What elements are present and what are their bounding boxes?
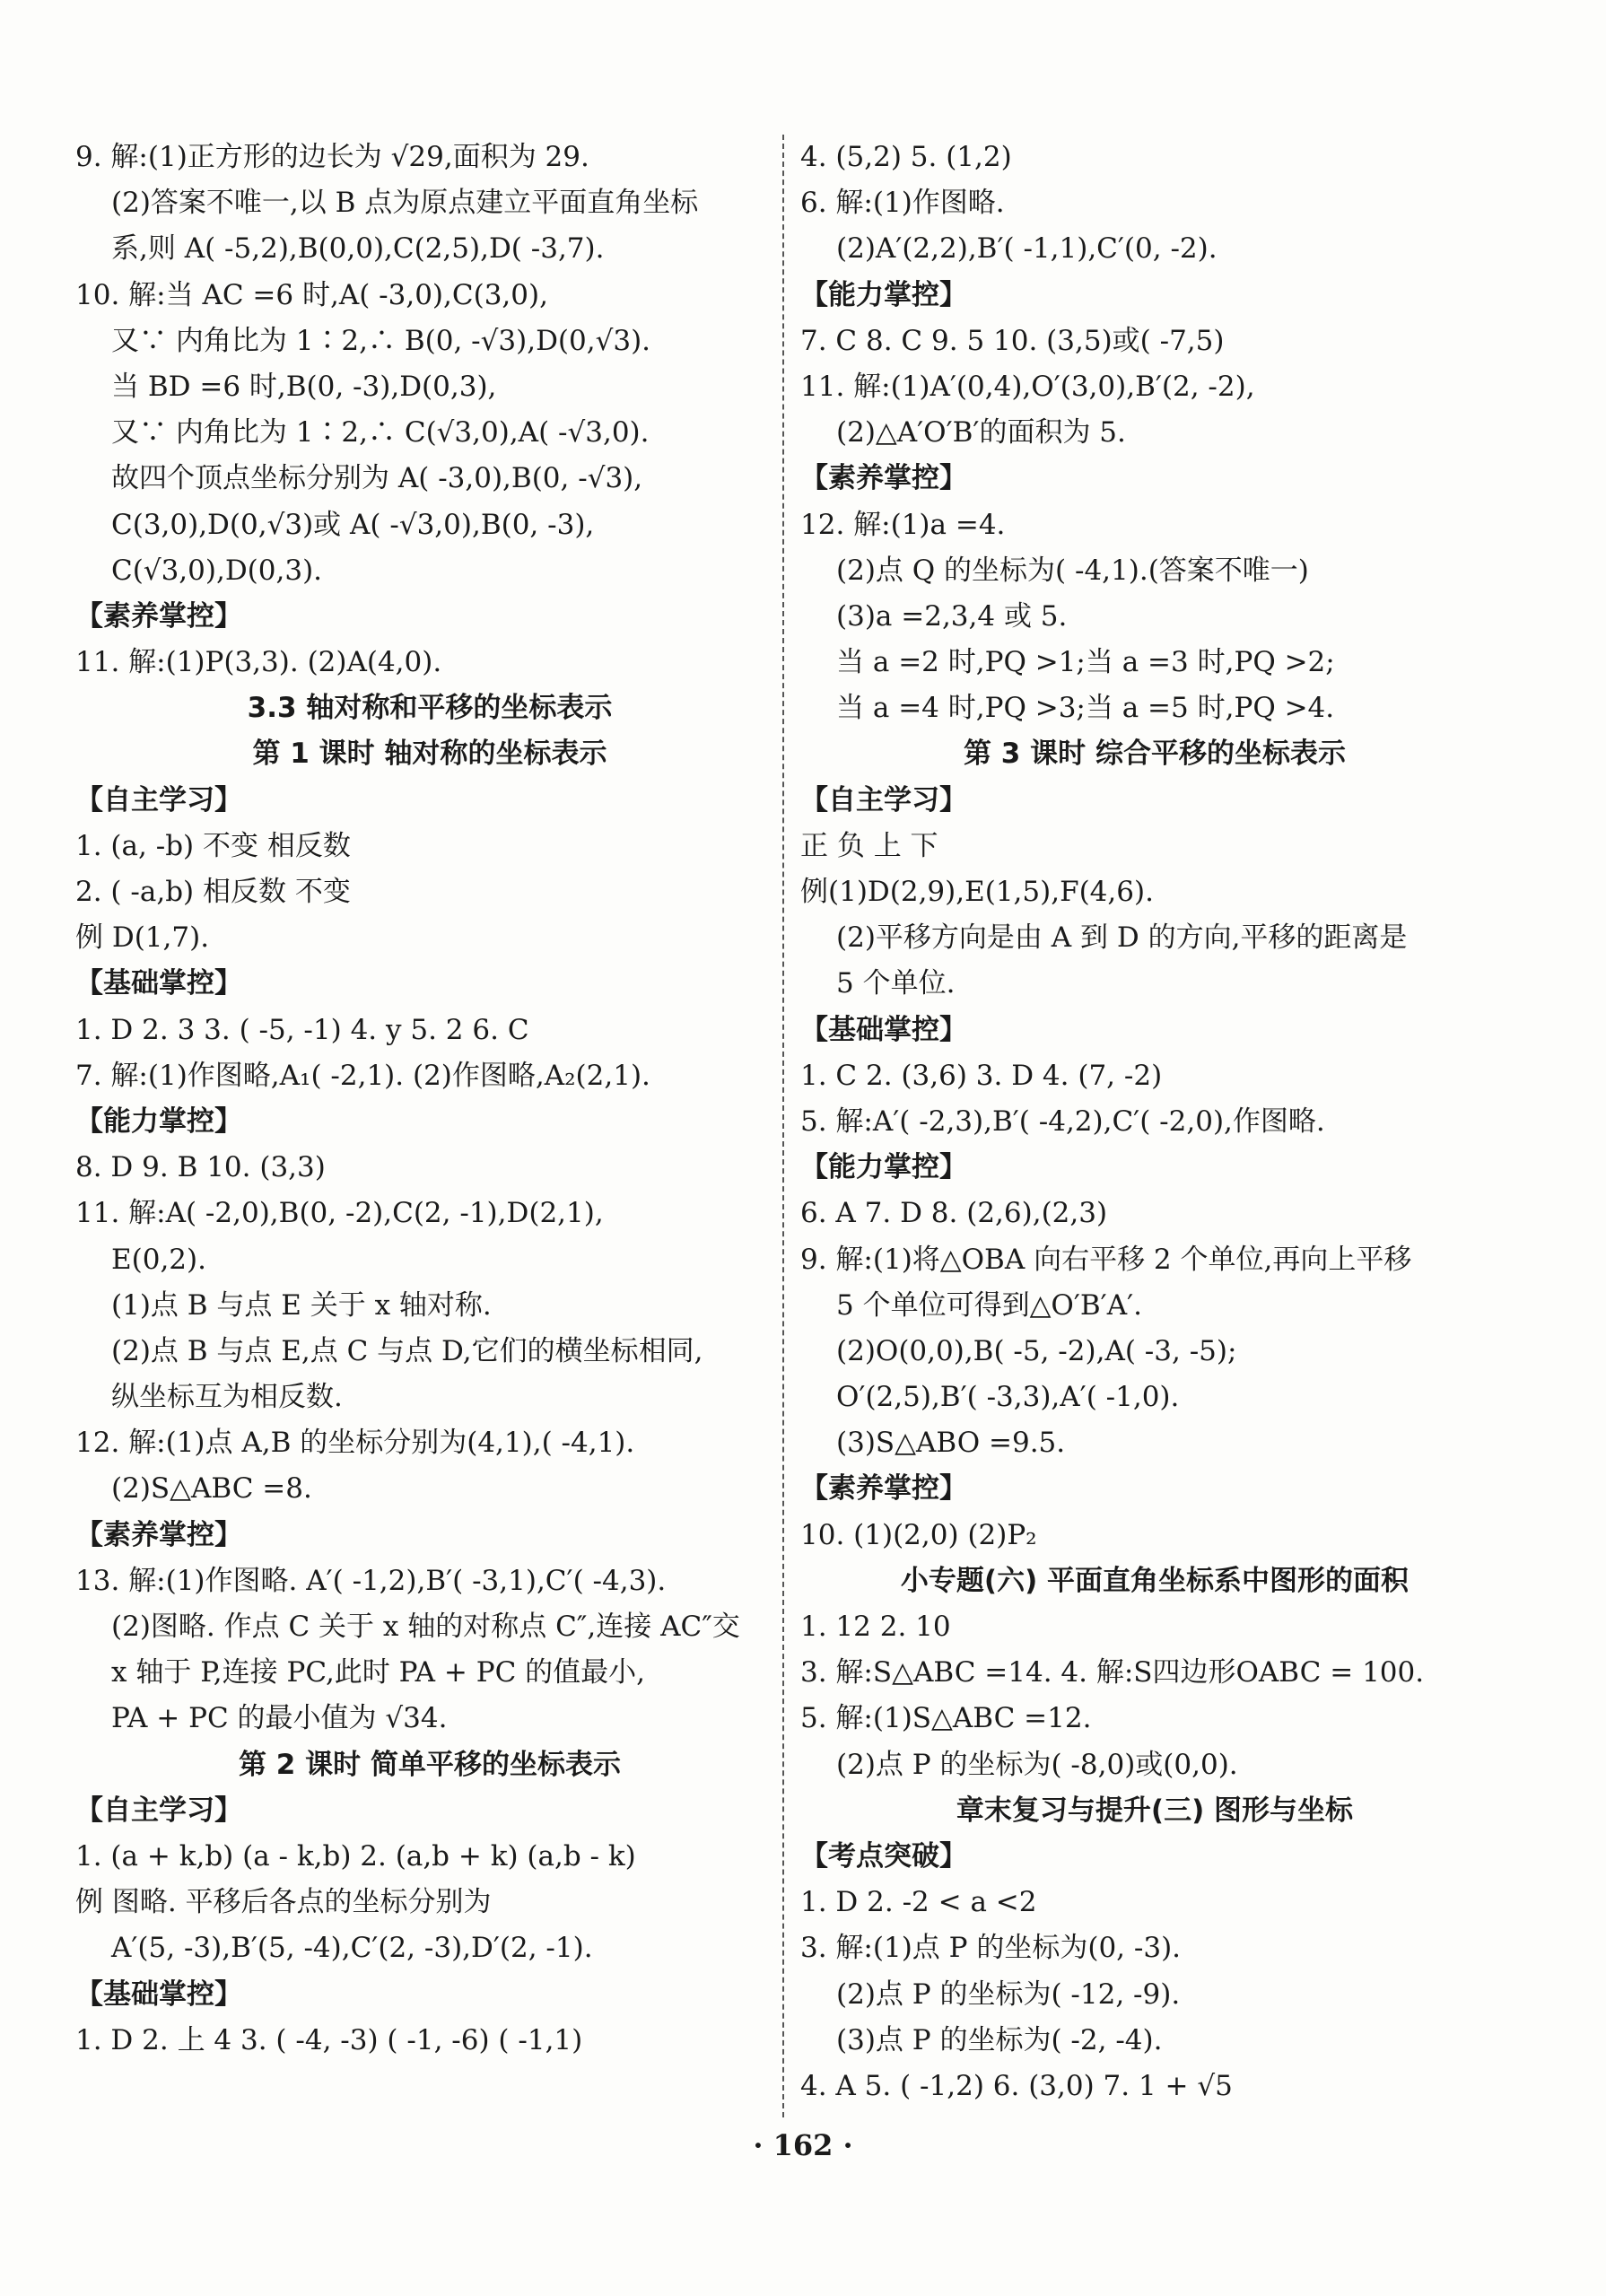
answer-line: (2)答案不唯一,以 B 点为原点建立平面直角坐标 bbox=[111, 187, 699, 220]
answer-line: 例 D(1,7). bbox=[75, 921, 210, 955]
answer-line: 11. 解:(1)A′(0,4),O′(3,0),B′(2, -2), bbox=[800, 370, 1255, 403]
answer-line: 5. 解:(1)S△ABC =12. bbox=[800, 1702, 1092, 1735]
right-column bbox=[800, 135, 1509, 2109]
answer-line: 7. C 8. C 9. 5 10. (3,5)或( -7,5) bbox=[800, 324, 1225, 357]
answer-line: 6. 解:(1)作图略. bbox=[800, 187, 1005, 220]
left-column bbox=[75, 135, 784, 2064]
answer-line: 8. D 9. B 10. (3,3) bbox=[75, 1151, 326, 1184]
answer-line: (2)点 P 的坐标为( -8,0)或(0,0). bbox=[836, 1748, 1238, 1781]
lesson-title: 章末复习与提升(三) 图形与坐标 bbox=[956, 1794, 1354, 1827]
answer-line: (2)图略. 作点 C 关于 x 轴的对称点 C″,连接 AC″交 bbox=[111, 1611, 740, 1643]
answer-line: C(3,0),D(0,√3)或 A( -√3,0),B(0, -3), bbox=[111, 508, 595, 541]
answer-line: 例(1)D(2,9),E(1,5),F(4,6). bbox=[800, 876, 1154, 908]
answer-line: (3)a =2,3,4 或 5. bbox=[836, 599, 1068, 633]
answer-line: 5. 解:A′( -2,3),B′( -4,2),C′( -2,0),作图略. bbox=[800, 1104, 1325, 1138]
section-heading: 【素养掌控】 bbox=[75, 599, 242, 633]
answer-line: (1)点 B 与点 E 关于 x 轴对称. bbox=[111, 1288, 492, 1322]
answer-line: (2)O(0,0),B( -5, -2),A( -3, -5); bbox=[836, 1334, 1237, 1367]
answer-line: 4. A 5. ( -1,2) 6. (3,0) 7. 1 + √5 bbox=[800, 2069, 1233, 2102]
answer-line: 1. 12 2. 10 bbox=[800, 1611, 951, 1643]
answer-line: 7. 解:(1)作图略,A₁( -2,1). (2)作图略,A₂(2,1). bbox=[75, 1059, 650, 1092]
lesson-title: 第 1 课时 轴对称的坐标表示 bbox=[252, 738, 607, 771]
section-heading: 【基础掌控】 bbox=[75, 967, 242, 1000]
answer-line: 11. 解:(1)P(3,3). (2)A(4,0). bbox=[75, 646, 442, 679]
answer-line: (2)平移方向是由 A 到 D 的方向,平移的距离是 bbox=[836, 921, 1408, 955]
answer-line: 1. (a + k,b) (a - k,b) 2. (a,b + k) (a,b - k) bbox=[75, 1839, 636, 1873]
answer-line: (2)A′(2,2),B′( -1,1),C′(0, -2). bbox=[836, 232, 1218, 266]
answer-line: 9. 解:(1)正方形的边长为 √29,面积为 29. bbox=[75, 141, 589, 173]
answer-line: 10. 解:当 AC =6 时,A( -3,0),C(3,0), bbox=[75, 278, 548, 311]
answer-line: 12. 解:(1)a =4. bbox=[800, 508, 1006, 541]
section-heading: 【基础掌控】 bbox=[800, 1013, 967, 1046]
answer-line: 1. (a, -b) 不变 相反数 bbox=[75, 829, 351, 862]
answer-line: 6. A 7. D 8. (2,6),(2,3) bbox=[800, 1197, 1108, 1230]
answer-line: (2)S△ABC =8. bbox=[111, 1472, 312, 1506]
answer-line: E(0,2). bbox=[111, 1243, 206, 1276]
section-heading: 【自主学习】 bbox=[800, 783, 967, 816]
answer-line: 1. C 2. (3,6) 3. D 4. (7, -2) bbox=[800, 1059, 1163, 1092]
answer-line: O′(2,5),B′( -3,3),A′( -1,0). bbox=[836, 1381, 1180, 1414]
answer-line: 纵坐标互为相反数. bbox=[111, 1381, 343, 1414]
answer-line: 1. D 2. 3 3. ( -5, -1) 4. y 5. 2 6. C bbox=[75, 1013, 529, 1046]
answer-line: 9. 解:(1)将△OBA 向右平移 2 个单位,再向上平移 bbox=[800, 1243, 1412, 1276]
answer-line: 2. ( -a,b) 相反数 不变 bbox=[75, 876, 351, 908]
section-heading: 【能力掌控】 bbox=[75, 1104, 242, 1138]
answer-line: C(√3,0),D(0,3). bbox=[111, 554, 323, 587]
answer-line: (2)点 Q 的坐标为( -4,1).(答案不唯一) bbox=[836, 554, 1309, 587]
lesson-title: 第 3 课时 综合平移的坐标表示 bbox=[964, 738, 1346, 771]
section-heading: 【素养掌控】 bbox=[800, 462, 967, 495]
answer-line: (2)点 B 与点 E,点 C 与点 D,它们的横坐标相同, bbox=[111, 1334, 703, 1367]
answer-line: (2)△A′O′B′的面积为 5. bbox=[836, 416, 1126, 450]
answer-line: 当 a =4 时,PQ >3;当 a =5 时,PQ >4. bbox=[836, 692, 1335, 725]
section-heading: 【基础掌控】 bbox=[75, 1977, 242, 2011]
page-number: · 162 · bbox=[753, 2128, 853, 2162]
answer-line: 12. 解:(1)点 A,B 的坐标分别为(4,1),( -4,1). bbox=[75, 1427, 635, 1460]
answer-line: 又∵ 内角比为 1∶2,∴ C(√3,0),A( -√3,0). bbox=[111, 416, 650, 450]
column-divider bbox=[782, 135, 784, 2117]
answer-line: 系,则 A( -5,2),B(0,0),C(2,5),D( -3,7). bbox=[111, 232, 605, 266]
answer-line: 5 个单位. bbox=[836, 967, 956, 1000]
answer-line: (2)点 P 的坐标为( -12, -9). bbox=[836, 1977, 1181, 2011]
answer-line: A′(5, -3),B′(5, -4),C′(2, -3),D′(2, -1). bbox=[111, 1932, 593, 1965]
answer-line: 1. D 2. 上 4 3. ( -4, -3) ( -1, -6) ( -1,1) bbox=[75, 2023, 583, 2056]
section-heading: 【素养掌控】 bbox=[75, 1518, 242, 1551]
section-heading: 【能力掌控】 bbox=[800, 278, 967, 311]
answer-line: 1. D 2. -2 < a <2 bbox=[800, 1886, 1037, 1919]
answer-line: 13. 解:(1)作图略. A′( -1,2),B′( -3,1),C′( -4,3). bbox=[75, 1564, 667, 1597]
lesson-title: 小专题(六) 平面直角坐标系中图形的面积 bbox=[900, 1564, 1410, 1597]
answer-line: 3. 解:(1)点 P 的坐标为(0, -3). bbox=[800, 1932, 1182, 1965]
answer-line: 5 个单位可得到△O′B′A′. bbox=[836, 1288, 1142, 1322]
section-heading: 【自主学习】 bbox=[75, 1794, 242, 1827]
answer-line: (3)S△ABO =9.5. bbox=[836, 1427, 1066, 1460]
answer-line: 当 a =2 时,PQ >1;当 a =3 时,PQ >2; bbox=[836, 646, 1335, 679]
section-heading: 【考点突破】 bbox=[800, 1839, 967, 1873]
answer-line: 10. (1)(2,0) (2)P₂ bbox=[800, 1518, 1037, 1551]
answer-line: 4. (5,2) 5. (1,2) bbox=[800, 141, 1012, 173]
lesson-title: 第 2 课时 简单平移的坐标表示 bbox=[239, 1748, 621, 1781]
answer-line: x 轴于 P,连接 PC,此时 PA + PC 的值最小, bbox=[111, 1656, 646, 1689]
lesson-title: 3.3 轴对称和平移的坐标表示 bbox=[247, 692, 613, 725]
answer-line: 3. 解:S△ABC =14. 4. 解:S四边形OABC = 100. bbox=[800, 1656, 1425, 1689]
answer-line: (3)点 P 的坐标为( -2, -4). bbox=[836, 2023, 1163, 2056]
answer-line: 故四个顶点坐标分别为 A( -3,0),B(0, -√3), bbox=[111, 462, 643, 495]
answer-line: 又∵ 内角比为 1∶2,∴ B(0, -√3),D(0,√3). bbox=[111, 324, 651, 357]
answer-line: 正 负 上 下 bbox=[800, 829, 938, 862]
answer-line: 当 BD =6 时,B(0, -3),D(0,3), bbox=[111, 370, 497, 403]
section-heading: 【素养掌控】 bbox=[800, 1472, 967, 1506]
answer-line: 例 图略. 平移后各点的坐标分别为 bbox=[75, 1886, 492, 1919]
answer-line: 11. 解:A( -2,0),B(0, -2),C(2, -1),D(2,1), bbox=[75, 1197, 604, 1230]
answer-line: PA + PC 的最小值为 √34. bbox=[111, 1702, 448, 1735]
section-heading: 【自主学习】 bbox=[75, 783, 242, 816]
section-heading: 【能力掌控】 bbox=[800, 1151, 967, 1184]
